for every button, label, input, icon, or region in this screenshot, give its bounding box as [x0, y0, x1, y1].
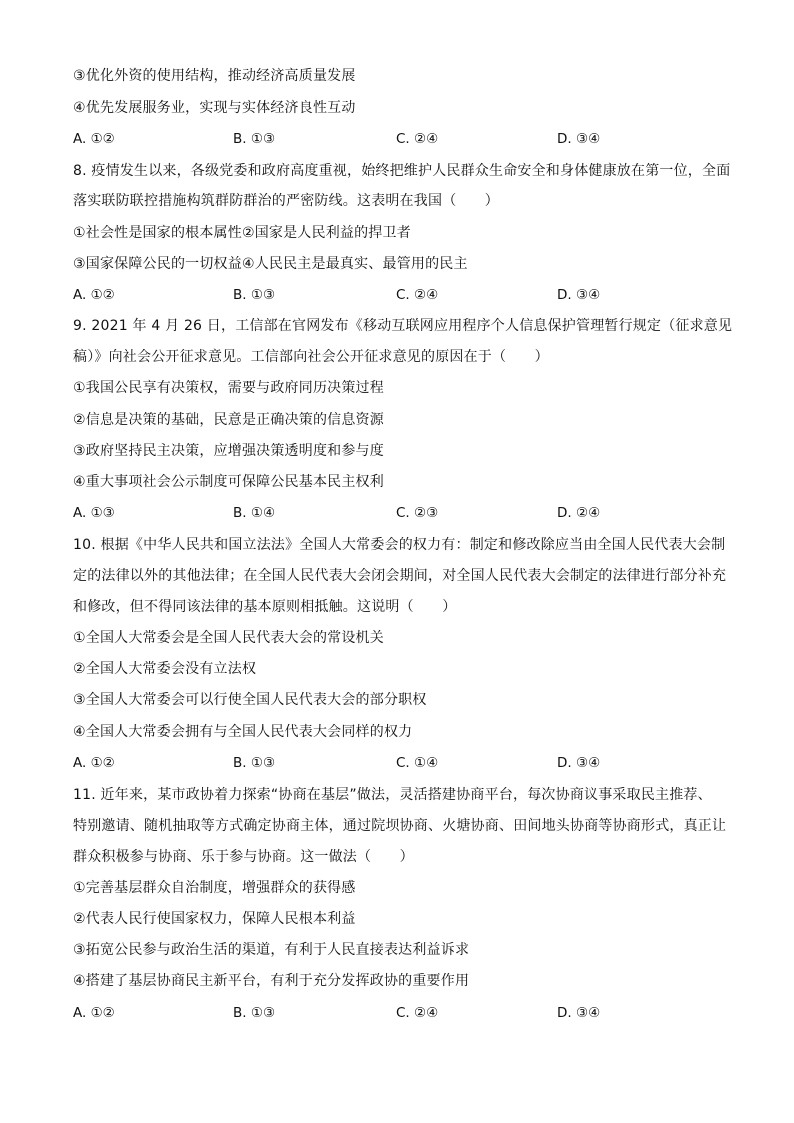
q8-option-b[interactable]: B. ①③	[233, 287, 276, 303]
q8-item-1: ①社会性是国家的根本属性②国家是人民利益的捍卫者	[73, 225, 411, 241]
q10-stem-line-2: 定的法律以外的其他法律；在全国人民代表大会闭会期间，对全国人民代表大会制定的法律进行部分补充	[73, 568, 727, 584]
q11-option-c[interactable]: C. ②④	[396, 1005, 439, 1021]
q10-item-4: ④全国人大常委会拥有与全国人民代表大会同样的权力	[73, 724, 413, 740]
q11-option-d[interactable]: D. ③④	[557, 1005, 601, 1021]
q9-option-b[interactable]: B. ①④	[233, 505, 276, 521]
q9-item-3: ③政府坚持民主决策，应增强决策透明度和参与度	[73, 443, 384, 459]
q10-stem-line-1: 10. 根据《中华人民共和国立法法》全国人大常委会的权力有：制定和修改除应当由全国人民代表大会制	[73, 537, 726, 553]
q8-stem-line-2: 落实联防联控措施构筑群防群治的严密防线。这表明在我国（ ）	[73, 193, 499, 209]
q9-item-1: ①我国公民享有决策权，需要与政府同历决策过程	[73, 380, 384, 396]
q7-option-c[interactable]: C. ②④	[396, 131, 439, 147]
q10-option-c[interactable]: C. ①④	[396, 755, 439, 771]
q11-stem-line-3: 群众积极参与协商、乐于参与协商。这一做法（ ）	[73, 849, 414, 865]
q10-option-b[interactable]: B. ①③	[233, 755, 276, 771]
q7-option-d[interactable]: D. ③④	[557, 131, 601, 147]
q9-stem-line-2: 稿）》向社会公开征求意见。工信部向社会公开征求意见的原因在于（ ）	[73, 349, 549, 365]
q10-item-3: ③全国人大常委会可以行使全国人民代表大会的部分职权	[73, 692, 427, 708]
q7-item-3: ③优化外资的使用结构，推动经济高质量发展	[73, 68, 356, 84]
q11-item-1: ①完善基层群众自治制度，增强群众的获得感	[73, 880, 356, 896]
q7-option-b[interactable]: B. ①③	[233, 131, 276, 147]
q10-item-2: ②全国人大常委会没有立法权	[73, 661, 257, 677]
q10-option-a[interactable]: A. ①②	[73, 755, 115, 771]
q11-stem-line-1: 11. 近年来，某市政协着力探索“协商在基层”做法，灵活搭建协商平台，每次协商议事采取民主推荐、	[73, 787, 712, 803]
q11-item-4: ④搭建了基层协商民主新平台，有利于充分发挥政协的重要作用	[73, 973, 470, 989]
q9-item-2: ②信息是决策的基础，民意是正确决策的信息资源	[73, 412, 384, 428]
q8-option-c[interactable]: C. ②④	[396, 287, 439, 303]
q11-stem-line-2: 特别邀请、随机抽取等方式确定协商主体，通过院坝协商、火塘协商、田间地头协商等协商形式，真正让	[73, 818, 727, 834]
q9-item-4: ④重大事项社会公示制度可保障公民基本民主权利	[73, 474, 384, 490]
q10-item-1: ①全国人大常委会是全国人民代表大会的常设机关	[73, 630, 384, 646]
q9-option-c[interactable]: C. ②③	[396, 505, 439, 521]
q11-item-2: ②代表人民行使国家权力，保障人民根本利益	[73, 911, 356, 927]
q11-option-a[interactable]: A. ①②	[73, 1005, 115, 1021]
q11-option-b[interactable]: B. ①③	[233, 1005, 276, 1021]
q11-item-3: ③拓宽公民参与政治生活的渠道，有利于人民直接表达利益诉求	[73, 942, 470, 958]
q7-item-4: ④优先发展服务业，实现与实体经济良性互动	[73, 100, 356, 116]
q8-item-2: ③国家保障公民的一切权益④人民民主是最真实、最管用的民主	[73, 256, 468, 272]
q8-option-d[interactable]: D. ③④	[557, 287, 601, 303]
q9-option-d[interactable]: D. ②④	[557, 505, 601, 521]
q8-stem-line-1: 8. 疫情发生以来，各级党委和政府高度重视，始终把维护人民群众生命安全和身体健康放在第一位，全面	[73, 163, 731, 179]
q9-stem-line-1: 9. 2021 年 4 月 26 日，工信部在官网发布《移动互联网应用程序个人信息保护管理暂行规定（征求意见	[73, 318, 733, 334]
q7-option-a[interactable]: A. ①②	[73, 131, 115, 147]
q10-stem-line-3: 和修改，但不得同该法律的基本原则相抵触。这说明（ ）	[73, 599, 457, 615]
q10-option-d[interactable]: D. ③④	[557, 755, 601, 771]
q9-option-a[interactable]: A. ①③	[73, 505, 115, 521]
q8-option-a[interactable]: A. ①②	[73, 287, 115, 303]
